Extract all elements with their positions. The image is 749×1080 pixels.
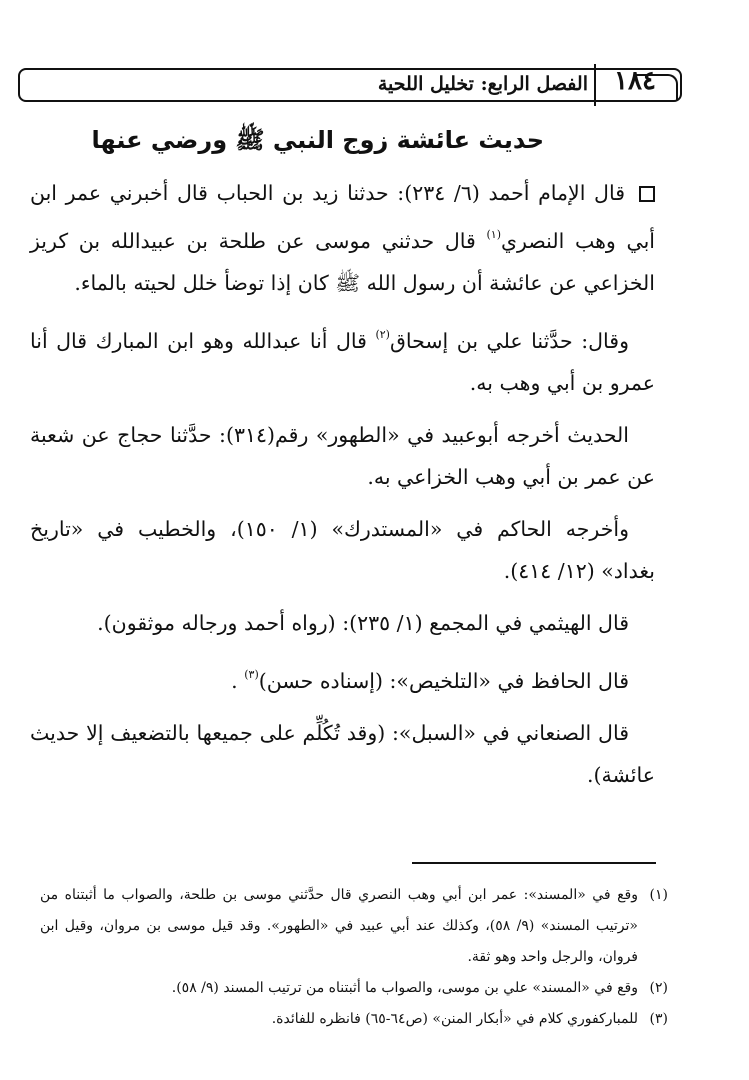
paragraph-3: الحديث أخرجه أبوعبيد في «الطهور» رقم(٣١٤): حدَّثنا حجاج عن شعبة عن عمر بن أبي وهب الخزاعي به. (30, 423, 655, 489)
paragraph-1 (30, 172, 655, 304)
footnote-1 (40, 880, 668, 973)
chapter-title: الفصل الرابع: تخليل اللحية (377, 73, 588, 95)
page-number: ١٨٤ (614, 66, 656, 96)
footnote-ref-1[interactable]: (١) (486, 228, 501, 241)
paragraph-6-tail: . (231, 669, 245, 693)
paragraph-2 (30, 314, 655, 404)
footnote-number-3: (٣) (649, 1011, 668, 1027)
footnote-text-1: وقع في «المسند»: عمر ابن أبي وهب النصري قال حدَّثني موسى بن طلحة، والصواب ما أثبتناه من «ترتيب المسند» (٩/ ٥٨)، وكذلك عند أبي عبيد في «الطهور». وقد قيل موسى بن مروان، وقيل ابن فروان، والرجل واحد وهو ثقة. (40, 887, 638, 965)
paragraph-7: قال الصنعاني في «السبل»: (وقد تُكُلِّم على جميعها بالتضعيف إلا حديث عائشة). (30, 721, 655, 787)
section-heading: حديث عائشة زوج النبي ﷺ ورضي عنها (91, 126, 544, 154)
square-bullet-icon (639, 186, 655, 202)
header-tab-ornament (636, 74, 678, 100)
footnote-ref-2[interactable]: (٢) (375, 328, 390, 341)
footnote-ref-3[interactable]: (٣) (244, 668, 259, 681)
footnotes (40, 880, 668, 1035)
footnote-3 (40, 1004, 668, 1035)
footnote-text-3: للمباركفوري كلام في «أبكار المنن» (ص٦٤-٦٥) فانظره للفائدة. (271, 1011, 638, 1027)
paragraph-4: وأخرجه الحاكم في «المستدرك» (١/ ١٥٠)، والخطيب في «تاريخ بغداد» (١٢/ ٤١٤). (30, 517, 655, 583)
footnote-2 (40, 973, 668, 1004)
main-text (30, 172, 655, 806)
footnote-separator (412, 862, 656, 864)
paragraph-2-text: وقال: حدَّثنا علي بن إسحاق (389, 329, 629, 353)
paragraph-6 (30, 654, 655, 702)
footnote-number-2: (٢) (649, 980, 668, 996)
paragraph-1-tail: قال حدثني موسى عن طلحة بن عبيدالله بن كريز الخزاعي عن عائشة أن رسول الله ﷺ كان إذا توضأ خلل لحيته بالماء. (30, 229, 655, 295)
footnote-number-1: (١) (649, 887, 668, 903)
header-divider (594, 64, 596, 106)
paragraph-2-tail: قال أنا عبدالله وهو ابن المبارك قال أنا عمرو بن أبي وهب به. (30, 329, 655, 395)
paragraph-1-text: قال الإمام أحمد (٦/ ٢٣٤): حدثنا زيد بن الحباب قال أخبرني عمر ابن أبي وهب النصري (30, 181, 655, 253)
paragraph-6-text: قال الحافظ في «التلخيص»: (إسناده حسن) (258, 669, 629, 693)
footnote-text-2: وقع في «المسند» علي بن موسى، والصواب ما أثبتناه من ترتيب المسند (٩/ ٥٨). (171, 980, 638, 996)
paragraph-5: قال الهيثمي في المجمع (١/ ٢٣٥): (رواه أحمد ورجاله موثقون). (97, 611, 629, 635)
running-header (18, 68, 682, 102)
